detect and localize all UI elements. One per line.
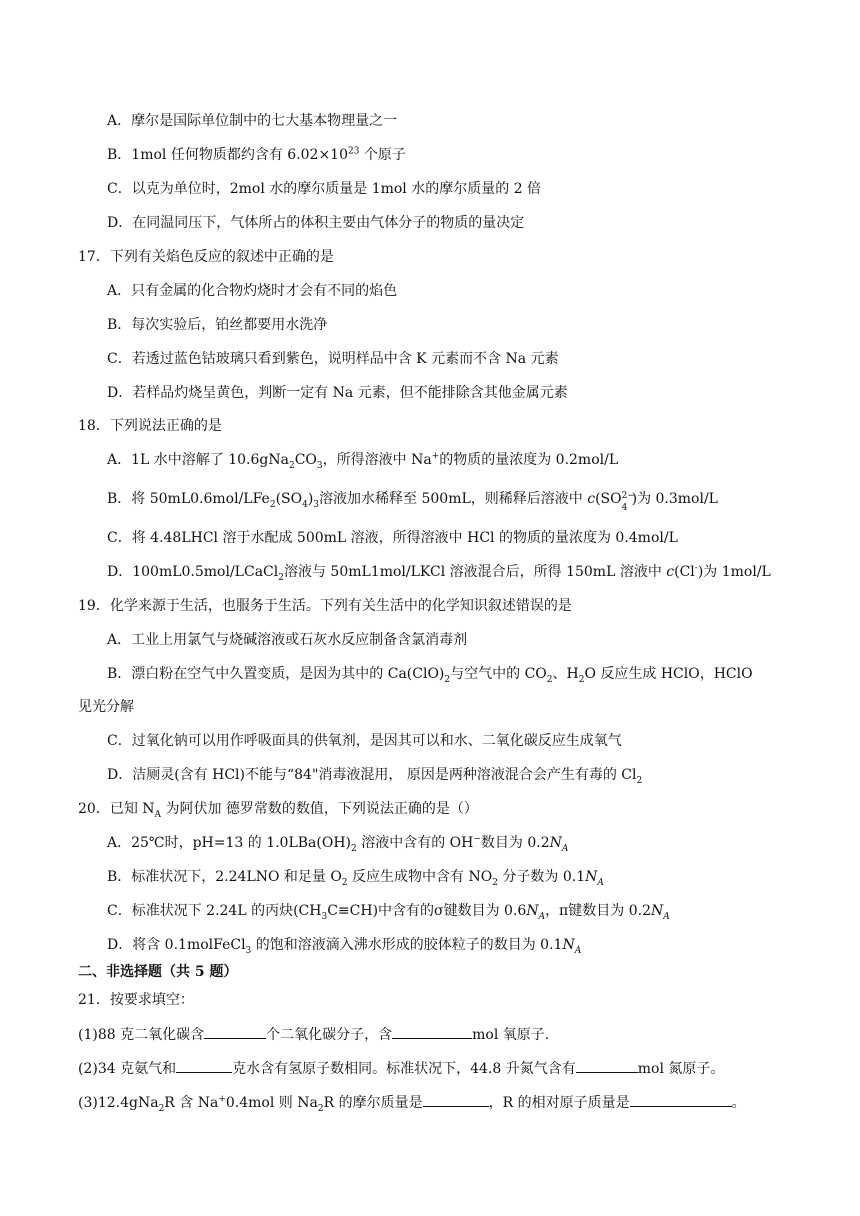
q16-option-b: B．1mol 任何物质都约含有 $6.02\times 10^{23}$ 个原子 <box>107 146 406 163</box>
q16-option-d: D．在同温同压下，气体所占的体积主要由气体分子的物质的量决定 <box>107 215 525 231</box>
q19-option-c: C．过氧化钠可以用作呼吸面具的供氧剂，是因其可以和水、二氧化碳反应生成氧气 <box>107 733 622 749</box>
q17-option-a: A．只有金属的化合物灼烧时才会有不同的焰色 <box>107 283 398 299</box>
q20-option-a: A．25℃时，pH=13 的 $1.0LBa(OH)_2$ 溶液中含有的 OH−数目为 $0.2N_A$ <box>107 834 569 854</box>
q21-stem: 21．按要求填空： <box>78 992 194 1008</box>
q17-option-c: C．若透过蓝色钴玻璃只看到紫色，说明样品中含 K 元素而不含 Na 元素 <box>107 351 559 367</box>
q18-option-d: D．100mL0.5mol/LCaCl$_2$溶液与 50mL1mol/LKCl 溶液混合后，所得 150mL 溶液中 c(Cl-)为 1mol/L <box>107 563 771 583</box>
answer-blank[interactable] <box>204 1024 266 1039</box>
answer-blank[interactable] <box>392 1024 472 1039</box>
q19-option-b: B．漂白粉在空气中久置变质，是因为其中的 $Ca(ClO)_2$与空气中的 $CO_2$、$H_2O$ 反应生成 HClO，HClO <box>107 666 753 685</box>
q21-part-1: (1)88 克二氧化碳含 个二氧化碳分子，含 mol 氧原子. <box>78 1024 549 1045</box>
answer-blank[interactable] <box>176 1058 232 1073</box>
sulfate-ion-charge: 2− 4 <box>621 491 635 513</box>
q20-option-d: D．将含 0.1molFeCl$_3$ 的饱和溶液滴入沸水形成的胶体粒子的数目为 $0.1N_A$ <box>107 937 582 956</box>
q17-option-d: D．若样品灼烧呈黄色，判断一定有 Na 元素，但不能排除含其他金属元素 <box>107 385 568 401</box>
q16-option-c: C．以克为单位时，2mol 水的摩尔质量是 1mol 水的摩尔质量的 2 倍 <box>107 181 542 197</box>
q20-stem: 20．已知 $N_A$ 为阿伏加 德罗常数的数值，下列说法正确的是（） <box>78 801 478 820</box>
q16-option-a: A．摩尔是国际单位制中的七大基本物理量之一 <box>107 113 398 129</box>
q19-option-a: A．工业上用氯气与烧碱溶液或石灰水反应制备含氯消毒剂 <box>107 632 468 648</box>
q18-option-c: C．将 4.48LHCl 溶于水配成 500mL 溶液，所得溶液中 HCl 的物质的量浓度为 0.4mol/L <box>107 530 678 546</box>
q20-option-b: B．标准状况下，2.24LNO 和足量 $O_2$ 反应生成物中含有 $NO_2$ 分子数为 $0.1N_A$ <box>107 869 604 888</box>
q17-option-b: B．每次实验后，铂丝都要用水洗净 <box>107 317 328 333</box>
q19-option-b-continued: 见光分解 <box>78 699 134 715</box>
answer-blank[interactable] <box>630 1092 732 1107</box>
q18-stem: 18．下列说法正确的是 <box>78 418 222 434</box>
section-heading: 二、非选择题（共 5 题） <box>78 964 238 980</box>
q19-stem: 19．化学来源于生活，也服务于生活。下列有关生活中的化学知识叙述错误的是 <box>78 598 572 614</box>
q20-option-c: C．标准状况下 2.24L 的丙炔$(CH_3C\equiv CH)$中含有的σ键数目为 $0.6N_A$，π键数目为 $0.2N_A$ <box>107 903 670 922</box>
answer-blank[interactable] <box>423 1092 489 1107</box>
q19-option-d: D．洁厕灵(含有 HCl)不能与“84"消毒液混用， 原因是两种溶液混合会产生有毒的 $Cl_2$ <box>107 767 643 786</box>
answer-blank[interactable] <box>576 1058 638 1073</box>
q18-option-b: B．将 $50mL0.6mol/LFe_2(SO_4)_3$溶液加水稀释至 500mL，则稀释后溶液中 c(SO 2− 4 )为 0.3mol/L <box>107 491 718 513</box>
q21-part-3: (3)12.4gNa$_2$R 含 Na+0.4mol 则 $Na_2R$ 的摩尔质量是 ，R 的相对原子质量是 。 <box>78 1092 746 1113</box>
q18-option-a: A．1L 水中溶解了 $10.6gNa_2CO_3$，所得溶液中 Na+的物质的量浓度为 0.2mol/L <box>107 451 619 471</box>
q17-stem: 17．下列有关焰色反应的叙述中正确的是 <box>78 249 334 265</box>
q21-part-2: (2)34 克氨气和 克水含有氢原子数相同。标准状况下，44.8 升氮气含有 mol 氮原子。 <box>78 1058 724 1079</box>
